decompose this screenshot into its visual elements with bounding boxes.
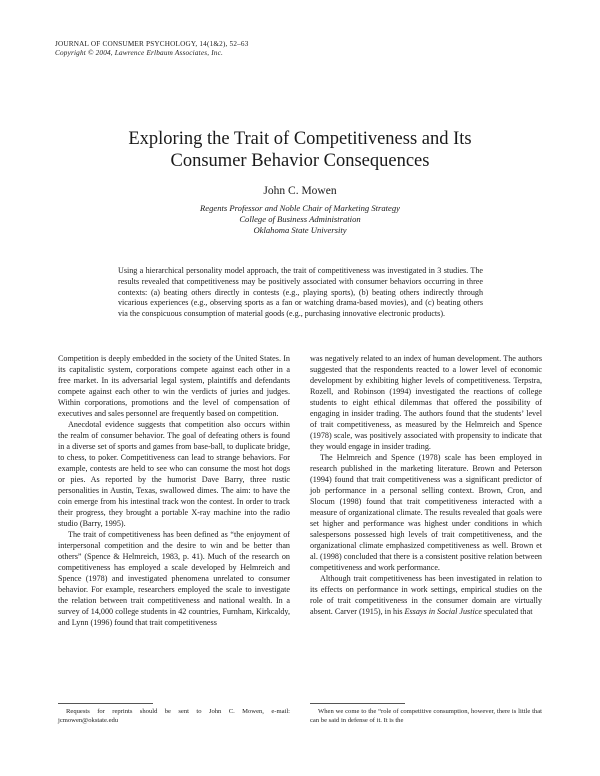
body-column-left bbox=[58, 353, 290, 628]
author-affiliation bbox=[60, 203, 540, 236]
title-line-1: Exploring the Trait of Competitiveness and Its bbox=[128, 129, 472, 149]
paragraph: Competition is deeply embedded in the society of the United States. In its capitalistic system, corporations compete against each other in a free market. In its adversarial legal system, plaintiffs and defendants compete against each other to win the verdicts of juries and judges. Within corporations, promotions and the level of compensation of executives and sales personnel are frequently based on competition. bbox=[58, 354, 290, 418]
abstract: Using a hierarchical personality model approach, the trait of competitiveness was investigated in 3 studies. The results revealed that competitiveness may be positively associated with consumer behaviors occurring in three contexts: (a) beating others directly in contests (e.g., playing sports), (b) beating others indirectly through vicarious experiences (e.g., observing sports as a fan or watching drama-based movies), and (c) beating others via the conspicuous consumption of material goods (e.g., purchasing innovative electronic products). bbox=[118, 266, 483, 319]
paragraph: The Helmreich and Spence (1978) scale has been employed in research published in the marketing literature. Brown and Peterson (1994) found that trait competitiveness was a significant predictor of job performance in a personal selling context. Brown, Cron, and Slocum (1998) found that trait competitiveness interacted with a measure of organizational climate. The results revealed that goals were set higher and performance was highest under conditions in which salespersons possessed high levels of trait competitiveness, and the organizational climate emphasized competitiveness as well. Brown et al. (1998) concluded that there is a consistent positive relation between competitiveness and work performance. bbox=[310, 453, 542, 572]
footnote-reprints: Requests for reprints should be sent to John C. Mowen, e-mail: jcmowen@okstate.edu bbox=[58, 708, 290, 724]
affiliation-line-3: Oklahoma State University bbox=[253, 225, 347, 235]
affiliation-line-2: College of Business Administration bbox=[239, 214, 361, 224]
copyright-notice: Copyright © 2004, Lawrence Erlbaum Associates, Inc. bbox=[55, 49, 223, 57]
paragraph-text: speculated that bbox=[483, 607, 533, 616]
article-title bbox=[60, 128, 540, 172]
block-quote: When we come to the “role of competitive consumption, however, there is little that can be said in defense of it. It is the bbox=[310, 708, 542, 724]
paragraph bbox=[310, 573, 542, 617]
body-column-right bbox=[310, 353, 542, 617]
affiliation-line-1: Regents Professor and Noble Chair of Marketing Strategy bbox=[200, 203, 400, 213]
quote-divider bbox=[310, 703, 405, 704]
title-line-2: Consumer Behavior Consequences bbox=[170, 151, 430, 171]
journal-header bbox=[55, 40, 249, 58]
paragraph-text: Although trait competitiveness has been investigated in relation to its effects on performance in work settings, empirical studies on the role of trait competitiveness in the consumer domain are virtually absent. Carver (1915), in his bbox=[310, 574, 542, 616]
paragraph: was negatively related to an index of human development. The authors suggested that the respondents reacted to a lower level of economic development by exhibiting higher levels of competitiveness. Terpstra, Rozell, and Robinson (1994) investigated the reactions of college students to eight ethical dilemmas that offered the possibility of engaging in insider trading. The authors found that the students’ level of trait competitiveness, as measured by the Helmreich and Spence (1978) scale, was positively associated with propensity to indicate that they would engage in insider trading. bbox=[310, 354, 542, 451]
book-title: Essays in Social Justice bbox=[404, 607, 482, 616]
journal-citation: JOURNAL OF CONSUMER PSYCHOLOGY, 14(1&2), 52–63 bbox=[55, 40, 249, 48]
paragraph: The trait of competitiveness has been defined as “the enjoyment of interpersonal competition and the desire to win and be better than others” (Spence & Helmreich, 1983, p. 41). Much of the research on competitiveness has employed a scale developed by Helmreich and Spence (1978) and investigated phenomena unrelated to consumer behavior. For example, researchers employed the scale to investigate the relation between trait competitiveness and national wealth. In a survey of 14,000 college students in 42 countries, Furnham, Kirkcaldy, and Lynn (1996) found that trait competitiveness bbox=[58, 530, 290, 627]
author-name: John C. Mowen bbox=[263, 185, 337, 197]
footnote-divider bbox=[58, 703, 153, 704]
paragraph: Anecdotal evidence suggests that competition also occurs within the realm of consumer behavior. The goal of defeating others is found in a diverse set of sports and games from base-ball, to duplicate bridge, to chess, to poker. Competitiveness can lead to strange behaviors. For example, contests are held to see who can consume the most hot dogs or pies. As reported by the humorist Dave Barry, three rustic personalities in Austin, Texas, swallowed dimes. The aim: to have the coin emerge from his intestinal track won the contest. In order to track their progress, they brought a portable X-ray machine into the radio studio (Barry, 1995). bbox=[58, 420, 290, 528]
